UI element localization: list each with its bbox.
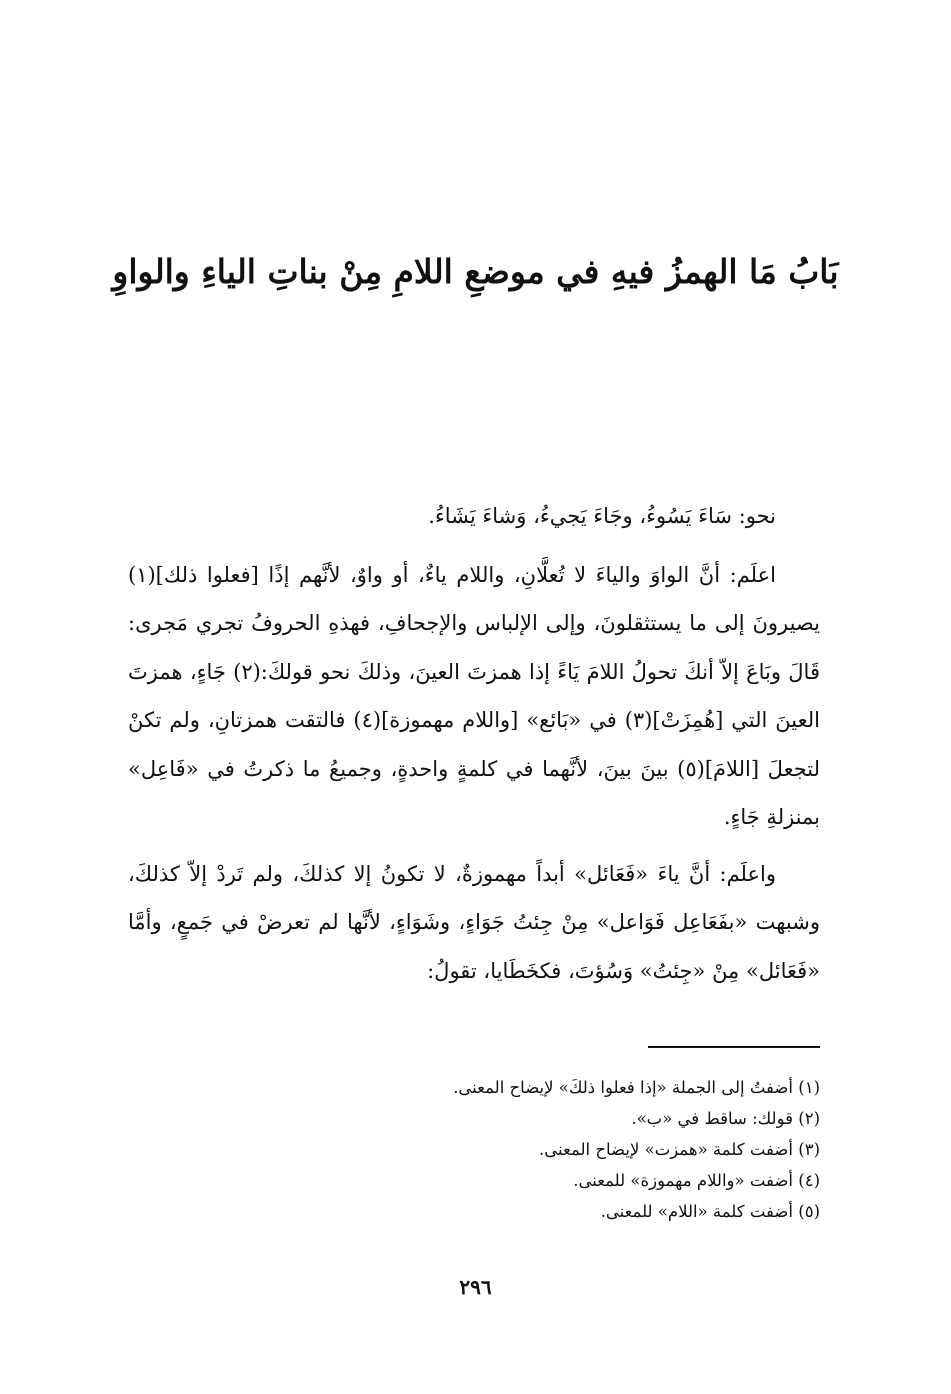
chapter-title: بَابُ مَا الهمزُ فيهِ في موضعِ اللامِ مِنْ بناتِ الياءِ والواوِ (112, 252, 839, 291)
paragraph: نحو: سَاءَ يَسُوءُ، وجَاءَ يَجيءُ، وَشاءَ يَشَاءُ. (428, 504, 776, 528)
page-number: ٢٩٦ (459, 1275, 492, 1299)
footnote-separator (648, 1046, 820, 1048)
main-text (128, 492, 820, 995)
footnote: (٤) أضفت «واللام مهموزة» للمعنى. (573, 1171, 820, 1190)
footnote: (٣) أضفت كلمة «همزت» لإيضاح المعنى. (539, 1140, 820, 1159)
footnote: (١) أضفتُ إلى الجملة «إذا فعلوا ذلكَ» لإيضاح المعنى. (453, 1078, 820, 1097)
paragraph: اعلَم: أنَّ الواوَ والياءَ لا تُعلَّانِ، واللام ياءٌ، أو واوٌ، لأنَّهم إذًا [فعلوا ذلك](١) يصيرونَ إلى ما يستثقلونَ، وإلى الإلباس والإجحافِ، فهذهِ الحروفُ تجري مَجرى: قَالَ وبَاعَ إلاّ أنكَ تحولُ اللامَ يَاءً إذا همزتَ العينَ، وذلكَ نحو قولكَ:(٢) جَاءٍ، همزتَ العينَ التي [هُمِزَتْ](٣) في «بَائع» [واللام مهموزة](٤) فالتقت همزتانِ، ولم تكنْ لتجعلَ [اللامَ](٥) بينَ بينَ، لأنَّهما في كلمةٍ واحدةٍ، وجميعُ ما ذكرتُ في «فَاعِل» بمنزلةِ جَاءٍ. (128, 562, 820, 829)
footnote: (٥) أضفت كلمة «اللام» للمعنى. (600, 1202, 820, 1221)
paragraph: واعلَم: أنَّ ياءَ «فَعَائل» أبداً مهموزةٌ، لا تكونُ إلا كذلكَ، ولم تَردْ إلاّ كذلكَ، وشبهت «بفَعَاعِل فَوَاعل» مِنْ جِئتُ جَوَاءٍ، وشَوَاءٍ، لأنَّها لم تعرضْ في جَمعٍ، وأمَّا «فَعَائل» مِنْ «جِئتُ» وَسُؤتَ، فكخَطَايا، تقولُ: (128, 861, 820, 983)
footnote: (٢) قولك: ساقط في «ب». (631, 1109, 820, 1128)
footnotes (128, 1072, 820, 1227)
